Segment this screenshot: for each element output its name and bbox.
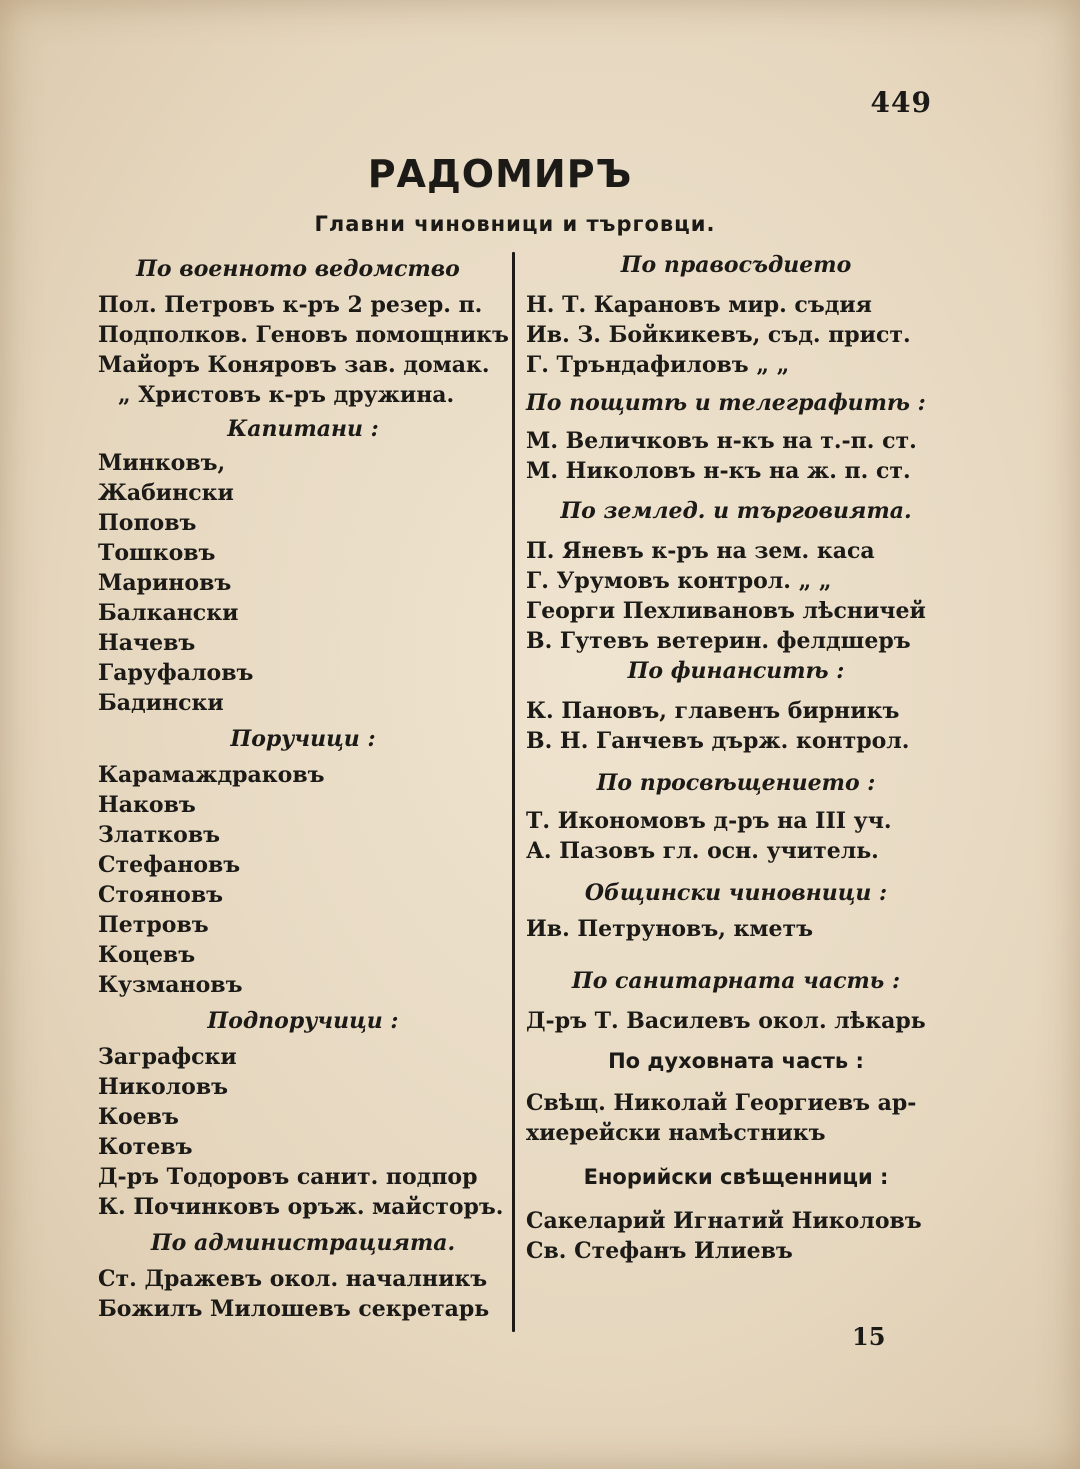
list-item: Петровъ [98, 912, 209, 938]
section-header-justice: По правосъдието [620, 252, 852, 278]
section-header-municipal: Общински чиновници : [584, 880, 888, 906]
list-item: Д-ръ Т. Василевъ окол. лѣкарь [526, 1008, 926, 1034]
column-divider [512, 252, 515, 1332]
section-header-military: По военното ведомство [136, 256, 460, 282]
list-item: Н. Т. Карановъ мир. съдия [526, 292, 872, 318]
section-header-spiritual: По духовната часть : [608, 1049, 864, 1073]
section-header-finance: По финанситѣ : [627, 658, 845, 684]
page-number: 449 [870, 86, 932, 119]
list-item: Коевъ [98, 1104, 179, 1130]
list-item: Котевъ [98, 1134, 193, 1160]
list-item: Гаруфаловъ [98, 660, 254, 686]
list-item: Майоръ Коняровъ зав. домак. [98, 352, 490, 378]
list-item: Ст. Дражевъ окол. началникъ [98, 1266, 488, 1292]
page-subtitle: Главни чиновници и търговци. [314, 212, 716, 236]
list-item: Николовъ [98, 1074, 229, 1100]
list-item: Г. Урумовъ контрол. „ „ [526, 568, 832, 594]
section-header-captains: Капитани : [227, 416, 379, 442]
section-header-lieutenants: Поручици : [230, 726, 376, 752]
list-item: Св. Стефанъ Илиевъ [526, 1238, 793, 1264]
section-header-priests: Енорийски свѣщенници : [583, 1165, 889, 1189]
list-item: Начевъ [98, 630, 196, 656]
list-item: хиерейски намѣстникъ [526, 1120, 826, 1146]
list-item: Ив. Петруновъ, кметъ [526, 916, 814, 942]
list-item: Сакеларий Игнатий Николовъ [526, 1208, 922, 1234]
list-item: Г. Тръндафиловъ „ „ [526, 352, 790, 378]
signature-number: 15 [852, 1322, 886, 1351]
left-column [98, 254, 508, 1324]
list-item: Кузмановъ [98, 972, 243, 998]
list-item: Тошковъ [98, 540, 216, 566]
list-item: А. Пазовъ гл. осн. учитель. [526, 838, 879, 864]
list-item: Заграфски [98, 1044, 237, 1070]
list-item: Жабински [98, 480, 234, 506]
list-item: К. Починковъ оръж. майсторъ. [98, 1194, 504, 1220]
list-item: Д-ръ Тодоровъ санит. подпор [98, 1164, 478, 1190]
list-item: Поповъ [98, 510, 197, 536]
section-header-sublieutenants: Подпоручици : [207, 1008, 399, 1034]
list-item: М. Николовъ н-къ на ж. п. ст. [526, 458, 911, 484]
section-header-education: По просвѣщението : [596, 770, 876, 796]
list-item: Ив. З. Бойкикевъ, съд. прист. [526, 322, 911, 348]
list-item: Свѣщ. Николай Георгиевъ ар- [526, 1090, 917, 1116]
list-item: Георги Пехливановъ лѣсничей [526, 598, 926, 624]
right-column [526, 250, 946, 1266]
list-item: Стояновъ [98, 882, 224, 908]
list-item: Т. Икономовъ д-ръ на III уч. [526, 808, 892, 834]
list-item: Златковъ [98, 822, 220, 848]
list-item: „ Христовъ к-ръ дружина. [118, 382, 455, 408]
section-header-post: По пощитѣ и телеграфитѣ : [526, 390, 926, 416]
list-item: Бадински [98, 690, 224, 716]
section-header-sanitary: По санитарната часть : [571, 968, 901, 994]
list-item: Мариновъ [98, 570, 232, 596]
list-item: Наковъ [98, 792, 196, 818]
list-item: Подполков. Геновъ помощникъ [98, 322, 509, 348]
list-item: В. Н. Ганчевъ държ. контрол. [526, 728, 910, 754]
list-item: Карамаждраковъ [98, 762, 325, 788]
list-item: В. Гутевъ ветерин. фелдшеръ [526, 628, 911, 654]
list-item: Коцевъ [98, 942, 196, 968]
page-title: РАДОМИРЪ [367, 152, 633, 196]
list-item: Стефановъ [98, 852, 241, 878]
list-item: Минковъ, [98, 450, 226, 476]
list-item: П. Яневъ к-ръ на зем. каса [526, 538, 875, 564]
list-item: М. Величковъ н-къ на т.-п. ст. [526, 428, 917, 454]
list-item: К. Пановъ, главенъ бирникъ [526, 698, 900, 724]
list-item: Балкански [98, 600, 239, 626]
section-header-admin: По администрацията. [150, 1230, 456, 1256]
section-header-agriculture: По землед. и търговията. [560, 498, 912, 524]
list-item: Пол. Петровъ к-ръ 2 резер. п. [98, 292, 483, 318]
list-item: Божилъ Милошевъ секретарь [98, 1296, 490, 1322]
